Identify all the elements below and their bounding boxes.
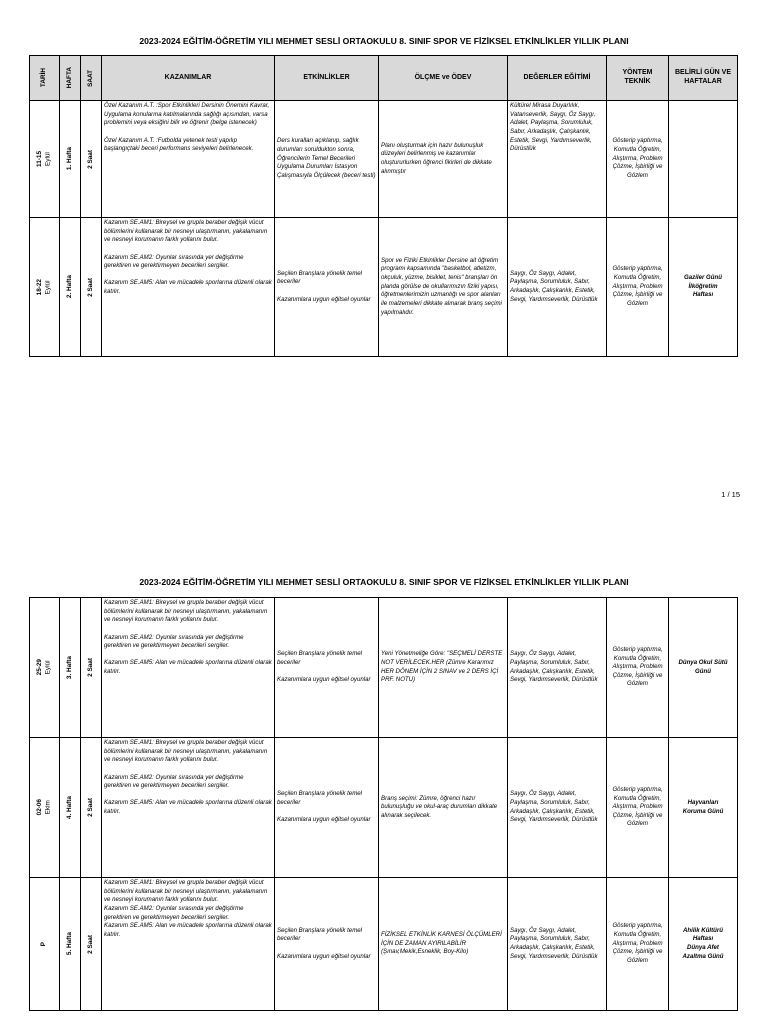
degerler-cell: Saygı, Öz Saygı, Adalet, Paylaşma, Sorumluluk, Sabır, Arkadaşlık, Çalışkanlık, Estetik, Sevgi, Yardımseverlik, Dürüstlük: [508, 598, 607, 738]
degerler-cell: Saygı, Öz Saygı, Adalet, Paylaşma, Sorumluluk, Sabır, Arkadaşlık, Çalışkanlık, Estetik, Sevgi, Yardımseverlik, Dürüstlük: [508, 218, 607, 357]
date-cell: 11-15 Eylül: [30, 101, 60, 218]
date-cell: 18-22 Eylül: [30, 218, 60, 357]
table-row: [30, 101, 738, 218]
table-row: [30, 878, 738, 1011]
plan-table-page-2: [29, 597, 738, 1011]
header-kazanimlar: KAZANIMLAR: [102, 56, 275, 101]
belirli-cell: [669, 101, 738, 218]
yontem-cell: Gösterip yaptırma, Komutla Öğretim, Alıştırma, Problem Çözme, İşbirliği ve Gözlem: [607, 738, 669, 878]
page-title: 2023-2024 EĞİTİM-ÖĞRETİM YILI MEHMET SESLİ ORTAOKULU 8. SINIF SPOR VE FİZİKSEL ETKİNLİKLER YILLIK PLANI: [139, 36, 629, 46]
kazanimlar-cell: Kazanım SE.AM1: Bireysel ve grupla beraber değişik vücut bölümlerini kullanarak bir nesneyi ulaştırmanın, yakalamanın ve nesneyi korumanın farklı yollarını bulur. Kazanım SE.AM2: Oyunlar sırasında yer değiştirme gerektiren ve gerektirmeyen becerileri sergiler. Kazanım SE.AM5: Alan ve mücadele sporlarına düzenli olarak katılır.: [102, 878, 275, 1011]
hours-cell: 2 Saat: [81, 101, 102, 218]
belirli-cell: Dünya Okul Sütü Günü: [669, 598, 738, 738]
degerler-cell: Saygı, Öz Saygı, Adalet, Paylaşma, Sorumluluk, Sabır, Arkadaşlık, Çalışkanlık, Estetik, Sevgi, Yardımseverlik, Dürüstlük: [508, 878, 607, 1011]
header-olcme: ÖLÇME ve ÖDEV: [379, 56, 508, 101]
hours-cell: 2 Saat: [81, 738, 102, 878]
etkinlikler-cell: Seçilen Branşlara yönelik temel beceriler Kazanımlara uygun eğitsel oyunlar: [275, 738, 379, 878]
etkinlikler-cell: Seçilen Branşlara yönelik temel beceriler Kazanımlara uygun eğitsel oyunlar: [275, 218, 379, 357]
week-cell: 5. Hafta: [60, 878, 81, 1011]
plan-table-page-1: [29, 55, 738, 357]
week-cell: 1. Hafta: [60, 101, 81, 218]
hours-cell: 2 Saat: [81, 878, 102, 1011]
page-title: 2023-2024 EĞİTİM-ÖĞRETİM YILI MEHMET SESLİ ORTAOKULU 8. SINIF SPOR VE FİZİKSEL ETKİNLİKLER YILLIK PLANI: [139, 577, 629, 587]
olcme-cell: Yeni Yönetmeliğe Göre: "SEÇMELİ DERSTE NOT VERİLECEK.HER (Zümre Kararımız HER DÖNEM İÇİN 2 SINAV ve 2 DERS İÇİ PRF. NOTU): [379, 598, 508, 738]
yontem-cell: Gösterip yaptırma, Komutla Öğretim, Alıştırma, Problem Çözme, İşbirliği ve Gözlem: [607, 878, 669, 1011]
week-cell: 4. Hafta: [60, 738, 81, 878]
kazanimlar-cell: Kazanım SE.AM1: Bireysel ve grupla beraber değişik vücut bölümlerini kullanarak bir nesneyi ulaştırmanın, yakalamanın ve nesneyi korumanın farklı yollarını bulur. Kazanım SE.AM2: Oyunlar sırasında yer değiştirme gerektiren ve gerektirmeyen becerileri sergiler. Kazanım SE.AM5: Alan ve mücadele sporlarına düzenli olarak katılır.: [102, 598, 275, 738]
olcme-cell: Spor ve Fiziki Etkinlikler Dersine ait öğretim programı kapsamında "basketbol, atletizm, okçuluk, yüzme, bisiklet, tenis" branşları ön planda görülse de okullarımızın fiziki yapısı, öğretmenlerimizin uzmanlığı ve spor alanları ile malzemeleri dikkate alınarak branş seçimi yapılmalıdır.: [379, 218, 508, 357]
header-row: [30, 56, 738, 101]
olcme-cell: Branş seçimi: Zümre, öğrenci hazır bulunuşluğu ve okul-araç durumları dikkate alınarak seçilecek.: [379, 738, 508, 878]
header-hafta: HAFTA: [60, 56, 81, 101]
etkinlikler-cell: Seçilen Branşlara yönelik temel beceriler Kazanımlara uygun eğitsel oyunlar: [275, 598, 379, 738]
table-row: [30, 598, 738, 738]
header-belirli: BELİRLİ GÜN VE HAFTALAR: [669, 56, 738, 101]
header-degerler: DEĞERLER EĞİTİMİ: [508, 56, 607, 101]
etkinlikler-cell: Ders kuralları açıklanıp, sağlık durumları soruldukton sonra, Öğrencilerin Temel Becerileri Uygulama Durumları İstasyon Çalışmasıyla Ölçülecek (beceri testi): [275, 101, 379, 218]
kazanimlar-cell: Kazanım SE.AM1: Bireysel ve grupla beraber değişik vücut bölümlerini kullanarak bir nesneyi ulaştırmanın, yakalamanın ve nesneyi korumanın farklı yollarını bulur. Kazanım SE.AM2: Oyunlar sırasında yer değiştirme gerektiren ve gerektirmeyen becerileri sergiler. Kazanım SE.AM5: Alan ve mücadele sporlarına düzenli olarak katılır.: [102, 738, 275, 878]
belirli-cell: Hayvanları Koruma Günü: [669, 738, 738, 878]
hours-cell: 2 Saat: [81, 218, 102, 357]
yontem-cell: Gösterip yaptırma, Komutla Öğretim, Alıştırma, Problem Çözme, İşbirliği ve Gözlem: [607, 218, 669, 357]
degerler-cell: Kültürel Mirasa Duyarlılık, Vatanseverlik, Saygı, Öz Saygı, Adalet, Paylaşma, Sorumluluk, Sabır, Arkadaşlık, Çalışkanlık, Estetik, Sevgi, Yardımseverlik, Dürüstlük: [508, 101, 607, 218]
hours-cell: 2 Saat: [81, 598, 102, 738]
belirli-cell: Gaziler Günü İlköğretim Haftası: [669, 218, 738, 357]
table-row: [30, 218, 738, 357]
degerler-cell: Saygı, Öz Saygı, Adalet, Paylaşma, Sorumluluk, Sabır, Arkadaşlık, Çalışkanlık, Estetik, Sevgi, Yardımseverlik, Dürüstlük: [508, 738, 607, 878]
header-yontem: YÖNTEM TEKNİK: [607, 56, 669, 101]
belirli-cell: Ahilik Kültürü Haftası Dünya Afet Azaltma Günü: [669, 878, 738, 1011]
header-tarih: TARİH: [30, 56, 60, 101]
week-cell: 2. Hafta: [60, 218, 81, 357]
date-cell: 02-06 Ekim: [30, 738, 60, 878]
yontem-cell: Gösterip yaptırma, Komutla Öğretim, Alıştırma, Problem Çözme, İşbirliği ve Gözlem: [607, 101, 669, 218]
week-cell: 3. Hafta: [60, 598, 81, 738]
date-cell: 25-29 Eylül: [30, 598, 60, 738]
yontem-cell: Gösterip yaptırma, Komutla Öğretim, Alıştırma, Problem Çözme, İşbirliği ve Gözlem: [607, 598, 669, 738]
olcme-cell: Planı oluşturmak için hazır bulunuşluk düzeyleri belirlenmiş ve kazanımlar oluştururlurken öğrenci fikirleri de dikkate alınmıştır: [379, 101, 508, 218]
olcme-cell: FİZİKSEL ETKİNLİK KARNESİ ÖLÇÜMLERİ İÇİN DE ZAMAN AYIRILABİLİR (Şınav,Mekik,Esneklik, Boy-Kilo): [379, 878, 508, 1011]
kazanimlar-cell: Özel Kazanım A.T. :Spor Etkinlikleri Dersinin Önemini Kavrar, Uygulama konularına katılmalarında sağlığı açısından, varsa problemini veya eksiğini bilir ve öğrenir (belge istenecek) Özel Kazanım A.T. :Futbolda yetenek testi yapılıp başlangıçtaki beceri performans seviyeleri belirlenecek.: [102, 101, 275, 218]
date-cell: P: [30, 878, 60, 1011]
table-row: [30, 738, 738, 878]
etkinlikler-cell: Seçilen Branşlara yönelik temel beceriler Kazanımlara uygun eğitsel oyunlar: [275, 878, 379, 1011]
header-etkinlikler: ETKİNLİKLER: [275, 56, 379, 101]
header-saat: SAAT: [81, 56, 102, 101]
kazanimlar-cell: Kazanım SE.AM1: Bireysel ve grupla beraber değişik vücut bölümlerini kullanarak bir nesneyi ulaştırmanın, yakalamanın ve nesneyi korumanın farklı yollarını bulur. Kazanım SE.AM2: Oyunlar sırasında yer değiştirme gerektiren ve gerektirmeyen becerileri sergiler. Kazanım SE.AM5: Alan ve mücadele sporlarına düzenli olarak katılır.: [102, 218, 275, 357]
page-number: 1 / 15: [721, 490, 740, 499]
